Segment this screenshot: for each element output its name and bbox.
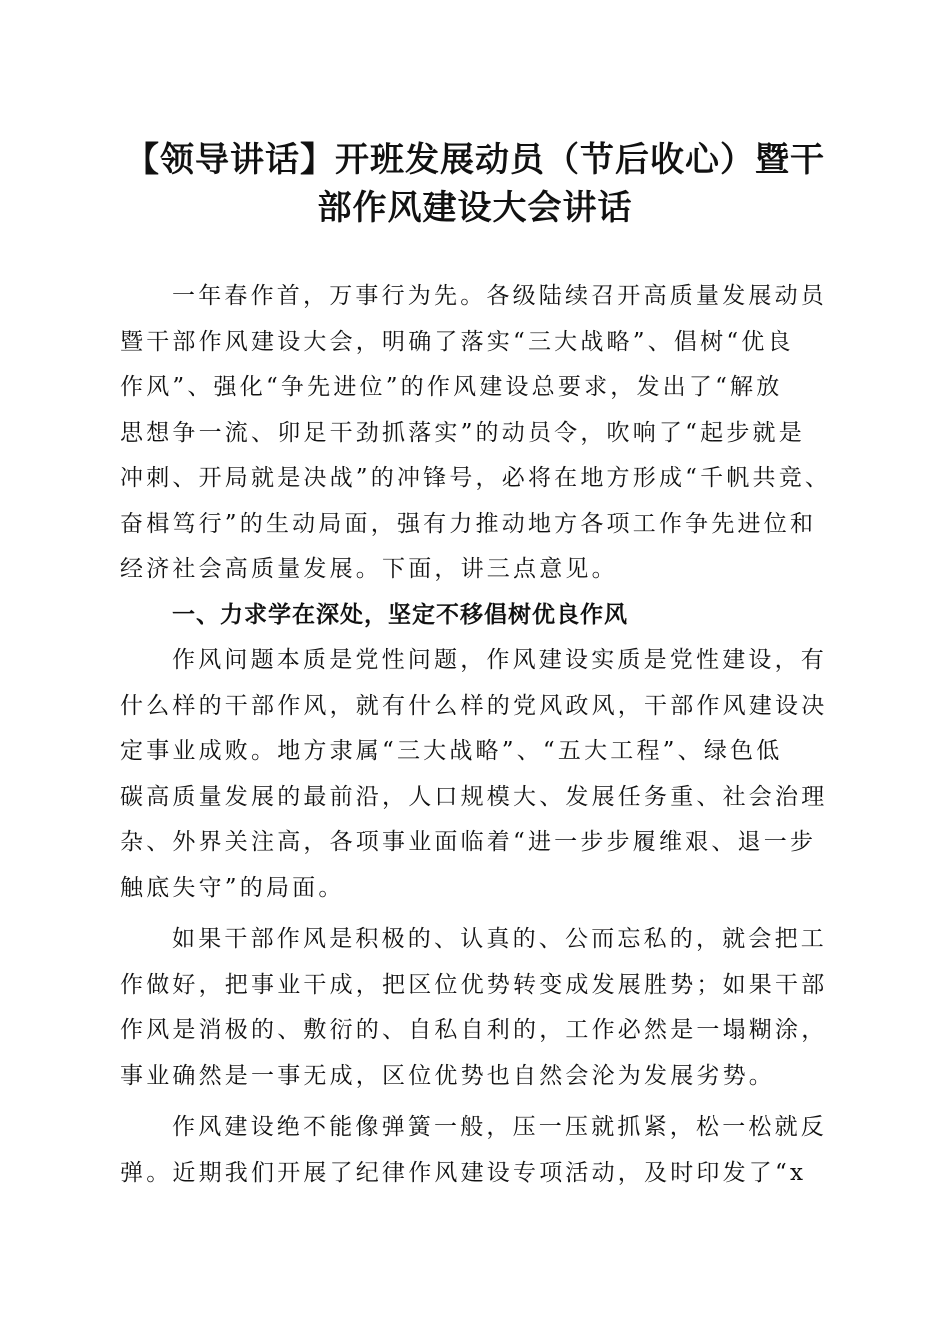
text-line: 作风问题本质是党性问题，作风建设实质是党性建设，有	[172, 647, 827, 673]
text-line: 如果干部作风是积极的、认真的、公而忘私的，就会把工	[172, 926, 827, 952]
text-line: 触底失守”的局面。	[120, 874, 345, 901]
paragraph-intro	[120, 274, 832, 593]
text-line: 作风建设绝不能像弹簧一般，压一压就抓紧，松一松就反	[172, 1114, 827, 1140]
text-line: 作风”、强化“争先进位”的作风建设总要求，发出了“解放	[120, 374, 783, 400]
text-line: 冲刺、开局就是决战”的冲锋号，必将在地方形成“千帆共竞、	[120, 465, 832, 491]
text-line: 作风是消极的、敷衍的、自私自利的，工作必然是一塌糊涂，	[120, 1017, 828, 1043]
text-line: 一年春作首，万事行为先。各级陆续召开高质量发展动员	[172, 283, 827, 309]
title-line-2: 部作风建设大会讲话	[317, 188, 633, 228]
text-line: 经济社会高质量发展。下面，讲三点意见。	[120, 556, 618, 582]
title-line-1: 【领导讲话】开班发展动员（节后收心）暨干	[125, 140, 825, 180]
text-line: 思想争一流、卯足干劲抓落实”的动员令，吹响了“起步就是	[120, 419, 805, 446]
paragraph-3	[120, 917, 832, 1099]
document-body	[120, 274, 832, 1196]
text-line: 作做好，把事业干成，把区位优势转变成发展胜势；如果干部	[120, 971, 828, 998]
paragraph-2	[120, 638, 832, 911]
text-line: 什么样的干部作风，就有什么样的党风政风，干部作风建设决	[120, 692, 828, 719]
text-line: 碳高质量发展的最前沿，人口规模大、发展任务重、社会治理	[120, 783, 828, 810]
text-line: 定事业成败。地方隶属“三大战略”、“五大工程”、绿色低	[120, 738, 783, 764]
document-title	[100, 136, 850, 232]
text-line: 奋楫笃行”的生动局面，强有力推动地方各项工作争先进位和	[120, 510, 817, 537]
text-line: 弹。近期我们开展了纪律作风建设专项活动，及时印发了“x	[120, 1159, 807, 1186]
text-line: 事业确然是一事无成，区位优势也自然会沦为发展劣势。	[120, 1062, 775, 1089]
section-heading-1	[120, 593, 832, 639]
section-heading-text: 一、力求学在深处，坚定不移倡树优良作风	[172, 601, 628, 628]
text-line: 杂、外界关注高，各项事业面临着“进一步步履维艰、退一步	[120, 829, 817, 855]
text-line: 暨干部作风建设大会，明确了落实“三大战略”、倡树“优良	[120, 328, 794, 355]
paragraph-4	[120, 1105, 832, 1196]
